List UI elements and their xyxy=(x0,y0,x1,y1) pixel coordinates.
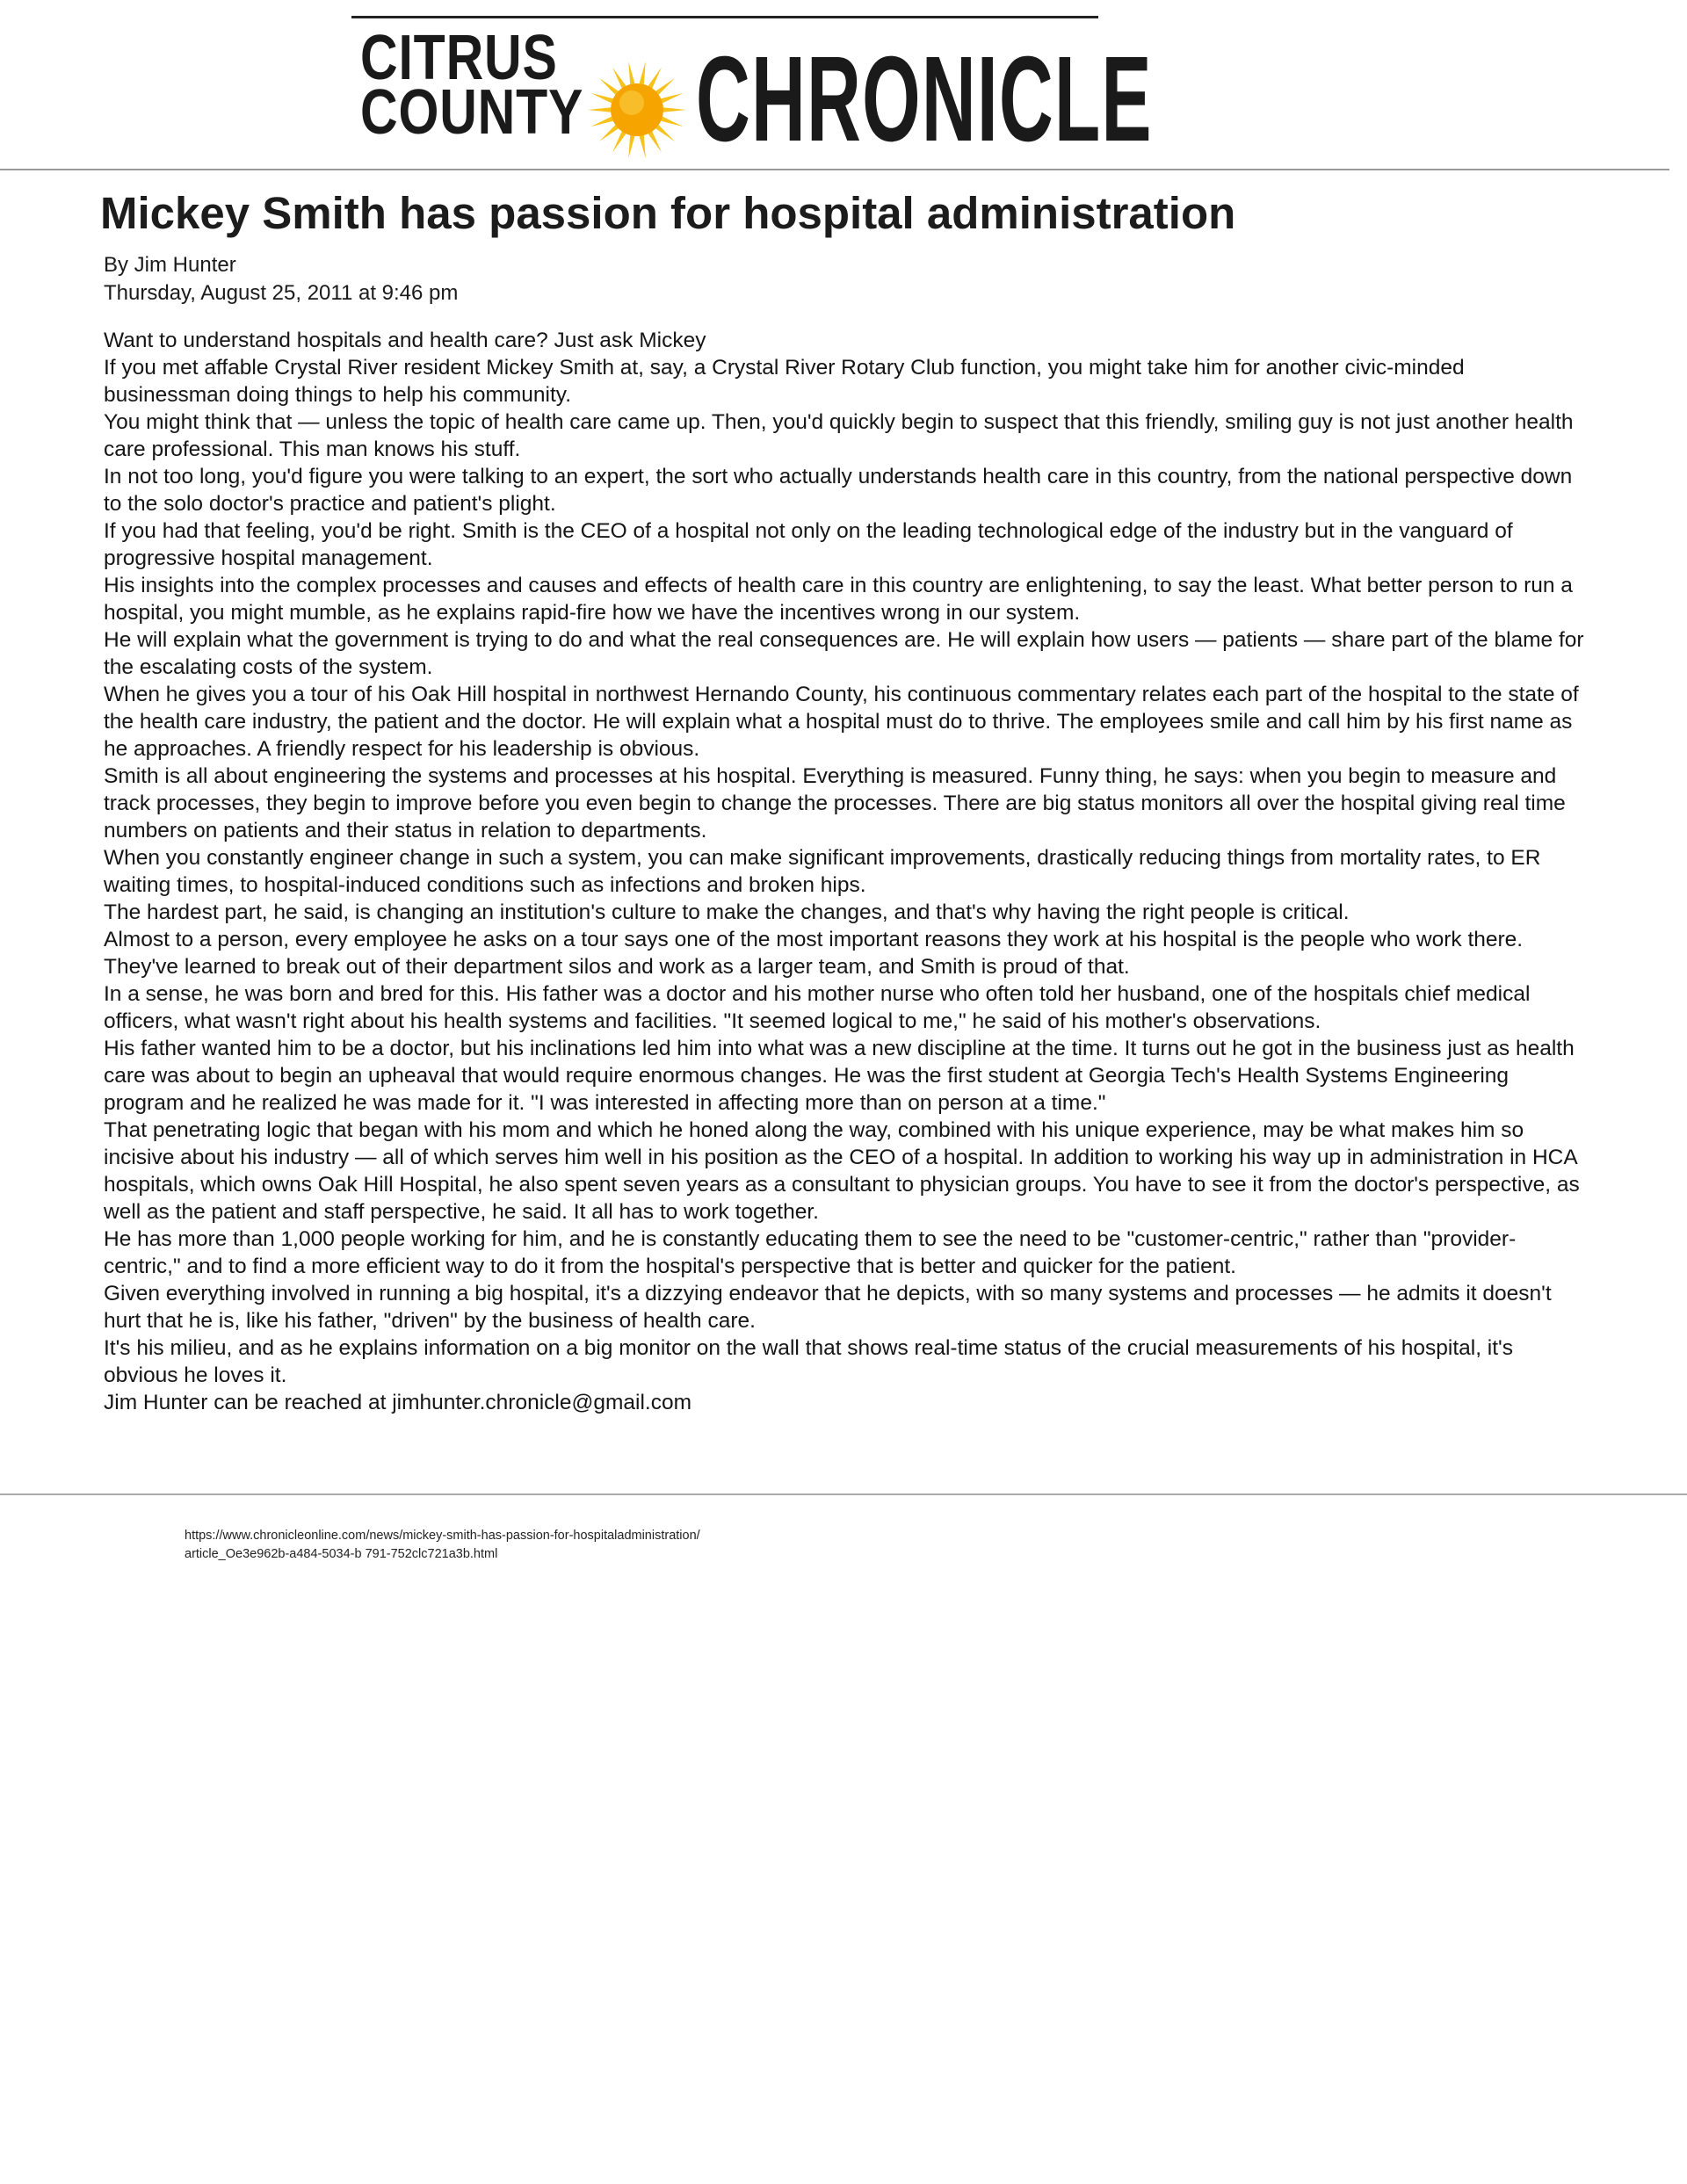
article-body xyxy=(104,327,1585,1416)
sun-ray xyxy=(661,117,683,127)
sun-ray xyxy=(628,61,634,84)
sun-ray xyxy=(663,107,686,112)
source-url xyxy=(185,1527,975,1564)
sun-highlight xyxy=(619,90,644,115)
article-paragraph: Almost to a person, every employee he asks on a tour says one of the most important reasons they work at his hospital is the people who work there. They've learned to break out of their department silos and work as a larger team, and Smith is proud of that. xyxy=(104,928,1524,979)
source-url-line2: article_Oe3e962b-a484-5034-b 791-752clc721a3b.html xyxy=(185,1547,498,1561)
sun-ray xyxy=(655,125,675,141)
masthead xyxy=(351,16,1153,167)
sun-ray xyxy=(612,132,626,153)
article-paragraph: If you met affable Crystal River resident Mickey Smith at, say, a Crystal River Rotary Club function, you might take him for another civic-minded businessman doing things to help his community. xyxy=(104,356,1465,407)
article-paragraph: In a sense, he was born and bred for this. His father was a doctor and his mother nurse who often told her husband, one of the hospitals chief medical officers, what wasn't right about his health systems and facilities. "It seemed logical to me," he said of his mother's observations. xyxy=(104,982,1531,1033)
article-paragraph: The hardest part, he said, is changing an institution's culture to make the changes, and that's why having the right people is critical. xyxy=(104,900,1350,924)
article-paragraph: His father wanted him to be a doctor, but his inclinations led him into what was a new discipline at the time. It turns out he got in the business just as health care was about to begin an upheaval that would require enormous changes. He was the first student at Georgia Tech's Health Systems Engineering program and he realized he was made for it. "I was interested in affecting more than on person at a time." xyxy=(104,1037,1575,1115)
sun-ray xyxy=(612,68,626,89)
footer-divider xyxy=(0,1493,1687,1495)
article-paragraph: It's his milieu, and as he explains information on a big monitor on the wall that shows real-time status of the crucial measurements of his hospital, it's obvious he loves it. xyxy=(104,1336,1513,1387)
article-paragraph: That penetrating logic that began with his mom and which he honed along the way, combined with his unique experience, may be what makes him so incisive about his industry — all of which serves him well in his position as the CEO of a hospital. In addition to working his way up in administration in HCA hospitals, which owns Oak Hill Hospital, he also spent seven years as a consultant to physician groups. You have to see it from the doctor's perspective, as well as the patient and staff perspective, he said. It all has to work together. xyxy=(104,1118,1580,1224)
sun-ray xyxy=(599,78,619,95)
byline xyxy=(104,251,458,307)
article-paragraph: In not too long, you'd figure you were talking to an expert, the sort who actually understands health care in this country, from the national perspective down to the solo doctor's practice and patient's plight. xyxy=(104,465,1573,516)
sun-ray xyxy=(599,125,619,141)
source-url-line1: https://www.chronicleonline.com/news/mickey-smith-has-passion-for-hospitaladministration/ xyxy=(185,1529,700,1543)
article-date: Thursday, August 25, 2011 at 9:46 pm xyxy=(104,281,459,305)
sun-ray xyxy=(640,135,646,158)
article-paragraph: When he gives you a tour of his Oak Hill hospital in northwest Hernando County, his continuous commentary relates each part of the hospital to the state of the health care industry, the patient and the doctor. He will explain what a hospital must do to thrive. The employees smile and call him by his first name as he approaches. A friendly respect for his leadership is obvious. xyxy=(104,683,1579,761)
article-paragraph: Smith is all about engineering the systems and processes at his hospital. Everything is measured. Funny thing, he says: when you begin to measure and track processes, they begin to improve before you even begin to change the processes. There are big status monitors all over the hospital giving real time numbers on patients and their status in relation to departments. xyxy=(104,764,1566,843)
sun-ray xyxy=(590,93,612,103)
sun-logo-icon xyxy=(584,57,690,163)
article-paragraph: Jim Hunter can be reached at jimhunter.chronicle@gmail.com xyxy=(104,1391,691,1414)
sun-ray xyxy=(661,93,683,103)
sun-ray xyxy=(640,61,646,84)
sun-ray xyxy=(590,117,612,127)
masthead-citrus: CITRUS xyxy=(360,23,558,93)
sun-ray xyxy=(588,107,611,112)
article-paragraph: Want to understand hospitals and health care? Just ask Mickey xyxy=(104,329,706,352)
sun-ray xyxy=(655,78,675,95)
sun-ray xyxy=(628,135,634,158)
article-paragraph: His insights into the complex processes and causes and effects of health care in this country are enlightening, to say the least. What better person to run a hospital, you might mumble, as he explains rapid-fire how we have the incentives wrong in our system. xyxy=(104,574,1573,625)
article-paragraph: He will explain what the government is trying to do and what the real consequences are. He will explain how users — patients — share part of the blame for the escalating costs of the system. xyxy=(104,628,1584,679)
article-paragraph: He has more than 1,000 people working for him, and he is constantly educating them to see the need to be "customer-centric," rather than "provider-centric," and to find a more efficient way to do it from the hospital's perspective that is better and quicker for the patient. xyxy=(104,1227,1517,1278)
article-author: By Jim Hunter xyxy=(104,253,236,277)
masthead-county: COUNTY xyxy=(360,77,584,148)
article-paragraph: If you had that feeling, you'd be right. Smith is the CEO of a hospital not only on the leading technological edge of the industry but in the vanguard of progressive hospital management. xyxy=(104,519,1513,570)
article-headline: Mickey Smith has passion for hospital administration xyxy=(100,188,1236,238)
sun-ray xyxy=(648,68,662,89)
masthead-citrus-county xyxy=(360,23,584,148)
article-paragraph: You might think that — unless the topic of health care came up. Then, you'd quickly begin to suspect that this friendly, smiling guy is not just another health care professional. This man knows his stuff. xyxy=(104,410,1574,461)
sun-ray xyxy=(648,132,662,153)
masthead-chronicle: CHRONICLE xyxy=(696,32,1153,167)
article-paragraph: When you constantly engineer change in such a system, you can make significant improvements, drastically reducing things from mortality rates, to ER waiting times, to hospital-induced conditions such as infections and broken hips. xyxy=(104,846,1541,897)
article-paragraph: Given everything involved in running a big hospital, it's a dizzying endeavor that he depicts, with so many systems and processes — he admits it doesn't hurt that he is, like his father, "driven" by the business of health care. xyxy=(104,1282,1552,1333)
header-divider xyxy=(0,169,1669,170)
